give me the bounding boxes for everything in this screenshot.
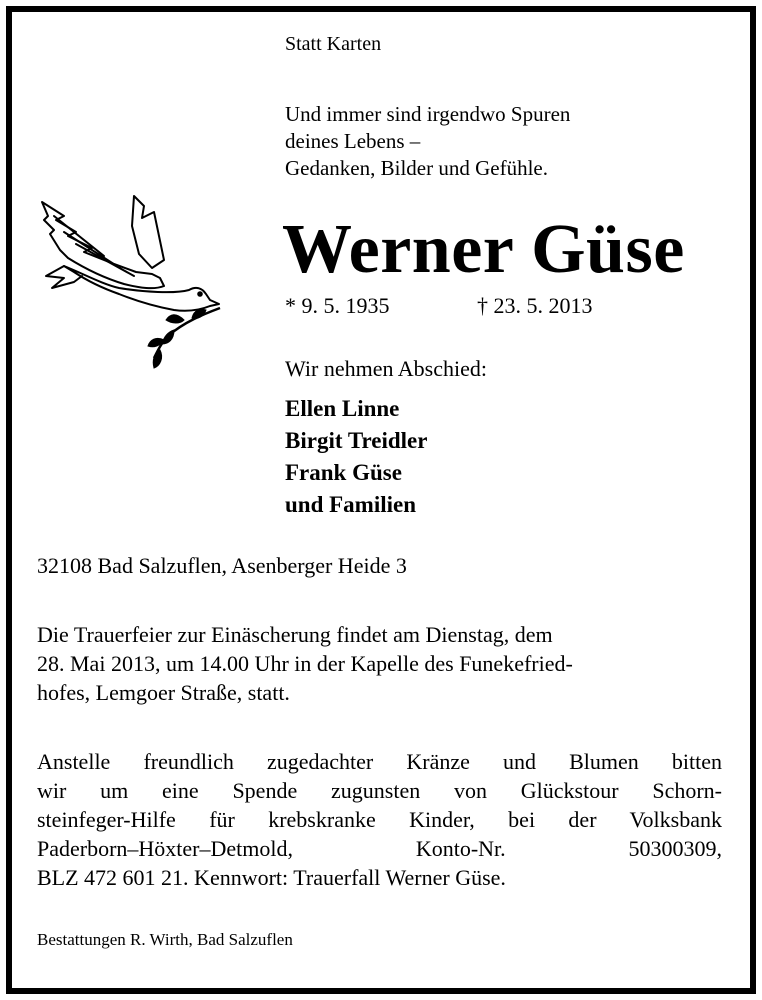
mourner-name: Frank Güse <box>285 460 402 485</box>
ceremony-line: hofes, Lemgoer Straße, statt. <box>37 680 290 705</box>
farewell-heading: Wir nehmen Abschied: <box>285 356 487 381</box>
mourner-name: Ellen Linne <box>285 396 400 421</box>
donation-text <box>37 747 722 892</box>
ceremony-line: 28. Mai 2013, um 14.00 Uhr in der Kapelle des Funekefried- <box>37 651 573 676</box>
donation-line: steinfeger-Hilfe für krebskranke Kinder, bei der Volksbank <box>37 807 722 832</box>
donation-line: wir um eine Spende zugunsten von Glückstour Schorn- <box>37 778 722 803</box>
poem <box>285 101 570 182</box>
poem-line: Gedanken, Bilder und Gefühle. <box>285 156 549 180</box>
poem-line: deines Lebens – <box>285 129 421 153</box>
poem-line: Und immer sind irgendwo Spuren <box>285 102 571 126</box>
donation-line: BLZ 472 601 21. Kennwort: Trauerfall Werner Güse. <box>37 865 506 890</box>
birth-date: * 9. 5. 1935 <box>285 293 390 318</box>
ceremony-text <box>37 620 722 707</box>
intro-text: Statt Karten <box>285 33 382 55</box>
donation-line: Paderborn–Höxter–Detmold, Konto-Nr. 50300309, <box>37 836 722 861</box>
undertaker: Bestattungen R. Wirth, Bad Salzuflen <box>37 930 293 949</box>
mourner-name: Birgit Treidler <box>285 428 428 453</box>
donation-line: Anstelle freundlich zugedachter Kränze und Blumen bitten <box>37 749 722 774</box>
address: 32108 Bad Salzuflen, Asenberger Heide 3 <box>37 553 407 578</box>
mourners-list <box>285 393 427 521</box>
dove-with-olive-branch-icon <box>24 176 229 376</box>
ceremony-line: Die Trauerfeier zur Einäscherung findet am Dienstag, dem <box>37 622 553 647</box>
death-date: † 23. 5. 2013 <box>477 293 593 318</box>
deceased-name: Werner Güse <box>282 211 685 288</box>
mourner-name: und Familien <box>285 492 417 517</box>
